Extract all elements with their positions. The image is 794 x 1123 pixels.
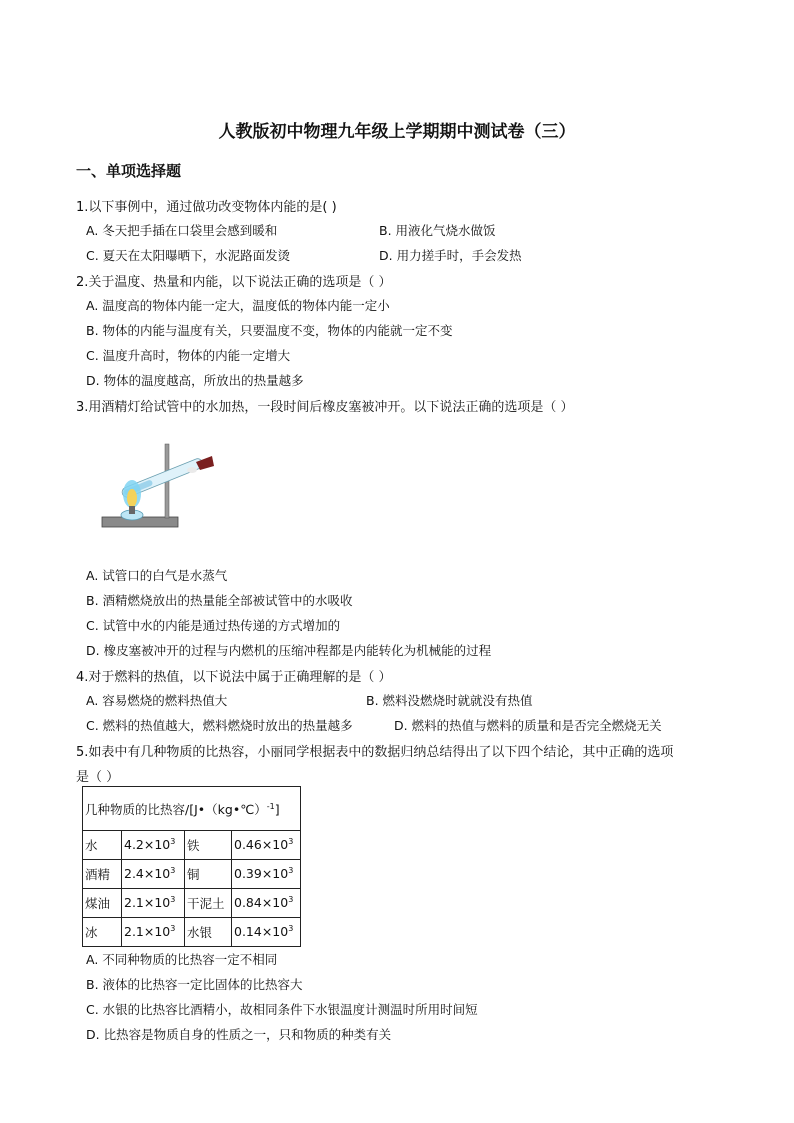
question-4-option-a: A. 容易燃烧的燃料热值大 <box>86 693 228 708</box>
alcohol-lamp-test-tube-illustration <box>100 436 220 536</box>
question-4-option-d: D. 燃料的热值与燃料的质量和是否完全燃烧无关 <box>394 718 662 733</box>
question-5-stem-line-2: 是（ ） <box>76 770 120 785</box>
question-1-option-c: C. 夏天在太阳曝晒下，水泥路面发烫 <box>86 248 291 263</box>
question-5-option-b: B. 液体的比热容一定比固体的比热容大 <box>86 977 303 992</box>
table-cell: 煤油 <box>83 889 122 918</box>
question-3-option-c: C. 试管中水的内能是通过热传递的方式增加的 <box>86 618 341 633</box>
table-cell: 水银 <box>185 918 232 947</box>
table-cell: $2.1\times 10^3$ <box>122 918 185 947</box>
table-header-cell: 几种物质的比热容/[J•（kg•℃）$^{-1}$] <box>83 787 301 831</box>
question-5-option-c: C. 水银的比热容比酒精小，故相同条件下水银温度计测温时所用时间短 <box>86 1002 478 1017</box>
question-2-option-d: D. 物体的温度越高，所放出的热量越多 <box>86 373 304 388</box>
table-row <box>83 918 301 947</box>
page-title: 人教版初中物理九年级上学期期中测试卷（三） <box>218 122 576 142</box>
table-cell: $2.1\times 10^3$ <box>122 889 185 918</box>
question-5-option-d: D. 比热容是物质自身的性质之一，只和物质的种类有关 <box>86 1027 392 1042</box>
question-4-option-b: B. 燃料没燃烧时就就没有热值 <box>366 693 533 708</box>
question-1-option-b: B. 用液化气烧水做饭 <box>379 223 496 238</box>
table-cell: $0.46\times 10^3$ <box>232 831 301 860</box>
table-cell: $2.4\times 10^3$ <box>122 860 185 889</box>
table-cell: 冰 <box>83 918 122 947</box>
table-cell: 酒精 <box>83 860 122 889</box>
table-header-row <box>83 787 301 831</box>
table-cell: 干泥土 <box>185 889 232 918</box>
table-cell: $0.14\times 10^3$ <box>232 918 301 947</box>
table-cell: 水 <box>83 831 122 860</box>
table-cell: $0.84\times 10^3$ <box>232 889 301 918</box>
specific-heat-table <box>82 786 301 947</box>
question-3-option-b: B. 酒精燃烧放出的热量能全部被试管中的水吸收 <box>86 593 353 608</box>
section-heading: 一、单项选择题 <box>76 162 182 180</box>
question-3-option-a: A. 试管口的白气是水蒸气 <box>86 568 228 583</box>
table-row <box>83 860 301 889</box>
question-3-option-d: D. 橡皮塞被冲开的过程与内燃机的压缩冲程都是内能转化为机械能的过程 <box>86 643 492 658</box>
question-2-option-b: B. 物体的内能与温度有关，只要温度不变，物体的内能就一定不变 <box>86 323 453 338</box>
table-row <box>83 889 301 918</box>
question-4-stem: 4.对于燃料的热值，以下说法中属于正确理解的是（ ） <box>76 670 392 685</box>
question-5-stem-line-1: 5.如表中有几种物质的比热容，小丽同学根据表中的数据归纳总结得出了以下四个结论，其中正确的选项 <box>76 745 674 760</box>
question-5-option-a: A. 不同种物质的比热容一定不相同 <box>86 952 278 967</box>
question-3-stem: 3.用酒精灯给试管中的水加热，一段时间后橡皮塞被冲开。以下说法正确的选项是（ ） <box>76 400 574 415</box>
question-2-stem: 2.关于温度、热量和内能，以下说法正确的选项是（ ） <box>76 275 392 290</box>
question-4-option-c: C. 燃料的热值越大，燃料燃烧时放出的热量越多 <box>86 718 353 733</box>
table-cell: 铁 <box>185 831 232 860</box>
question-2-option-c: C. 温度升高时，物体的内能一定增大 <box>86 348 291 363</box>
question-1-option-d: D. 用力搓手时，手会发热 <box>379 248 522 263</box>
table-cell: $4.2\times 10^3$ <box>122 831 185 860</box>
question-2-option-a: A. 温度高的物体内能一定大，温度低的物体内能一定小 <box>86 298 390 313</box>
table-row <box>83 831 301 860</box>
question-1-option-a: A. 冬天把手插在口袋里会感到暖和 <box>86 223 278 238</box>
question-1-stem: 1.以下事例中，通过做功改变物体内能的是( ) <box>76 200 337 215</box>
table-cell: 铜 <box>185 860 232 889</box>
table-cell: $0.39\times 10^3$ <box>232 860 301 889</box>
